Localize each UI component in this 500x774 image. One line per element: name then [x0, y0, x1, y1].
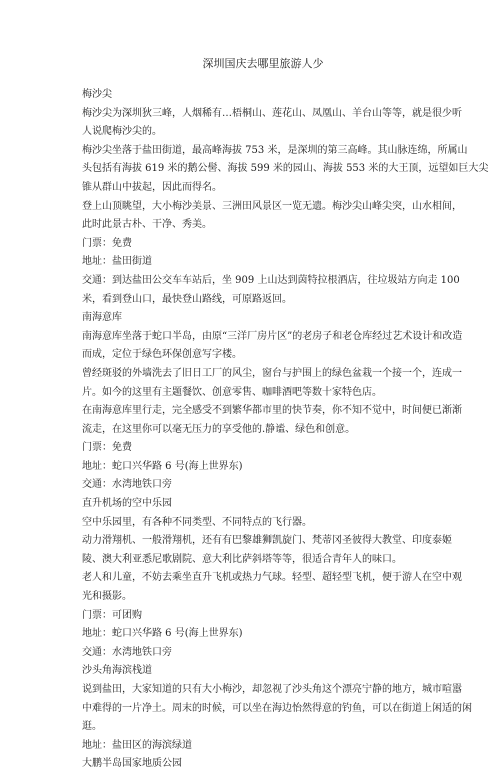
text-line: 地址：盐田街道	[82, 256, 152, 268]
text-line: 片。如今的这里有主题餐饮、创意零售、咖啡酒吧等数十家特色店。	[82, 386, 382, 398]
text-line: 曾经斑驳的外墙洗去了旧日工厂的风尘，窗台与护围上的绿色盆栽一个接一个，连成一	[82, 367, 462, 379]
text-line: 逛。	[82, 721, 102, 733]
text-line: 直升机场的空中乐园	[82, 498, 172, 510]
text-line: 人说爬梅沙尖的。	[82, 126, 162, 138]
text-line: 流走，在这里你可以毫无压力的享受他的.静谧、绿色和创意。	[82, 423, 356, 435]
text-line: 陵、澳大利亚悉尼歌剧院、意大利比萨斜塔等等，很适合青年人的味口。	[82, 553, 402, 565]
text-line: 大鹏半岛国家地质公园	[82, 758, 182, 770]
text-line: 地址：蛇口兴华路 6 号(海上世界东)	[82, 460, 243, 472]
text-line: 交通：水湾地铁口旁	[82, 479, 172, 491]
text-line: 门票：可团购	[82, 609, 142, 621]
text-line: 门票：免费	[82, 237, 132, 249]
text-line: 空中乐园里，有各种不同类型、不同特点的飞行器。	[82, 516, 312, 528]
text-line: 此时此景古朴、干净、秀美。	[82, 219, 212, 231]
text-line: 老人和儿童，不妨去乘坐直升飞机或热力气球。轻型、超轻型飞机，便于游人在空中观	[82, 572, 462, 584]
text-line: 沙头角海滨栈道	[82, 665, 152, 677]
text-line: 交通：水湾地铁口旁	[82, 646, 172, 658]
text-line: 说到盐田，大家知道的只有大小梅沙，却忽视了沙头角这个漂亮宁静的地方，城市喧嚣	[82, 684, 462, 695]
text-line: 地址：蛇口兴华路 6 号(海上世界东)	[82, 628, 243, 640]
text-line: 登上山顶眺望，大小梅沙美景、三洲田风景区一览无遗。梅沙尖山峰尖突，山水相间，	[82, 200, 462, 212]
text-line: 在南海意库里行走，完全感受不到繁华都市里的快节奏，你不知不觉中，时间便已渐渐	[82, 405, 462, 417]
text-line: 梅沙尖	[82, 89, 112, 100]
text-line: 米，看到登山口，最快登山路线，可原路返回。	[82, 293, 292, 305]
text-line: 锥从群山中拔起，因此而得名。	[82, 181, 222, 193]
text-line: 梅沙尖为深圳狄三峰，人烟稀有…梧桐山、莲花山、凤凰山、羊台山等等，就是很少听	[82, 107, 462, 119]
text-line: 梅沙尖坐落于盐田街道，最高峰海拔 753 米，是深圳的第三高峰。其山脉连绵，所属山	[82, 144, 468, 156]
text-line: 门票：免费	[82, 442, 132, 454]
document-body	[82, 86, 489, 774]
page-title: 深圳国庆去哪里旅游人少	[202, 57, 324, 70]
text-line: 头包括有海拔 619 米的鹅公髻、海拔 599 米的园山、海拔 553 米的大王顶，远望如巨大尖	[82, 163, 489, 175]
text-line: 中难得的一片净土。周末的时候，可以坐在海边怡然得意的钓鱼，可以在街道上闲适的闲	[82, 702, 472, 714]
text-line: 而成，定位于绿色环保创意写字楼。	[82, 349, 242, 361]
text-line: 交通：到达盐田公交车车站后，坐 909 上山达到茵特拉根酒店，往垃圾站方向走 100	[82, 274, 460, 286]
text-line: 南海意库	[82, 312, 122, 324]
text-line: 南海意库坐落于蛇口半岛，由原“三洋厂房片区”的老房子和老仓库经过艺术设计和改造	[82, 330, 463, 342]
text-line: 动力滑翔机、一般滑翔机，还有有巴黎雄狮凯旋门、梵蒂冈圣彼得大教堂、印度泰姬	[82, 535, 452, 547]
text-line: 地址：盐田区的海滨绿道	[82, 739, 192, 751]
text-line: 光和摄影。	[82, 591, 132, 603]
